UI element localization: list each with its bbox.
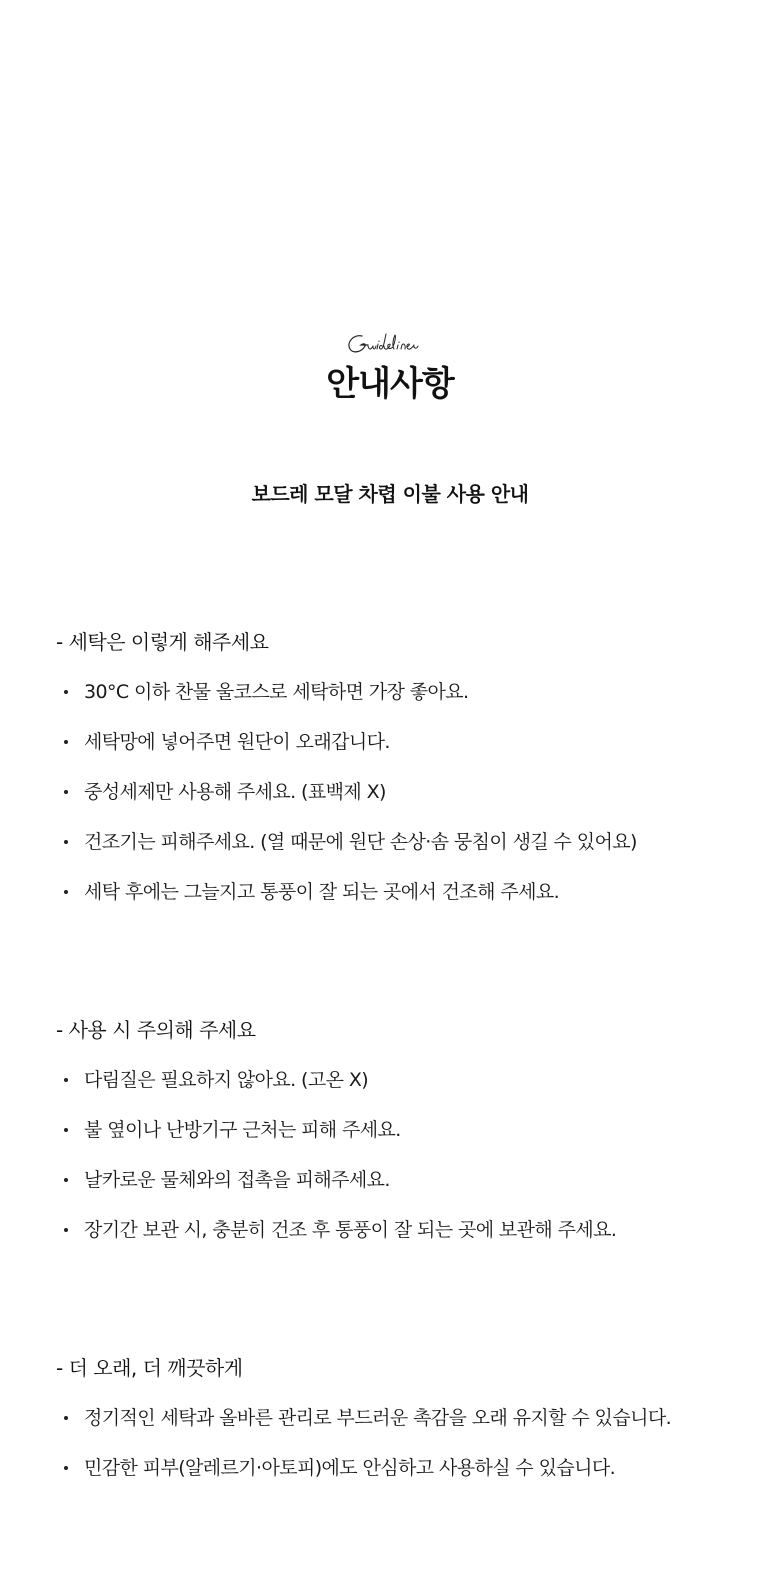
bullet-icon xyxy=(64,1178,68,1182)
list-item xyxy=(56,1064,756,1096)
bullet-icon xyxy=(64,1078,68,1082)
bullet-icon xyxy=(64,840,68,844)
list-item xyxy=(56,876,756,908)
list-item-text: 중성세제만 사용해 주세요. (표백제 X) xyxy=(84,781,386,803)
bullet-icon xyxy=(64,690,68,694)
bullet-icon xyxy=(64,1416,68,1420)
list-item xyxy=(56,1402,756,1434)
list-item-text: 불 옆이나 난방기구 근처는 피해 주세요. xyxy=(84,1119,401,1141)
section-heading: - 사용 시 주의해 주세요 xyxy=(56,1018,256,1042)
longevity-care-section xyxy=(56,1352,756,1502)
bullet-icon xyxy=(64,1128,68,1132)
list-item xyxy=(56,826,756,858)
bullet-icon xyxy=(64,790,68,794)
list-item-text: 다림질은 필요하지 않아요. (고온 X) xyxy=(84,1069,369,1091)
product-subtitle: 보드레 모달 차렵 이불 사용 안내 xyxy=(251,482,529,506)
list-item xyxy=(56,1114,756,1146)
page-title: 안내사항 xyxy=(326,364,454,404)
list-item-text: 건조기는 피해주세요. (열 때문에 원단 손상·솜 뭉침이 생길 수 있어요) xyxy=(84,831,637,853)
bullet-list xyxy=(56,676,756,908)
usage-caution-section xyxy=(56,1014,756,1264)
bullet-list xyxy=(56,1064,756,1246)
list-item-text: 정기적인 세탁과 올바른 관리로 부드러운 촉감을 오래 유지할 수 있습니다. xyxy=(84,1407,672,1429)
list-item xyxy=(56,1214,756,1246)
list-item-text: 장기간 보관 시, 충분히 건조 후 통풍이 잘 되는 곳에 보관해 주세요. xyxy=(84,1219,617,1241)
bullet-icon xyxy=(64,1466,68,1470)
washing-guide-section xyxy=(56,626,756,926)
list-item-text: 민감한 피부(알레르기·아토피)에도 안심하고 사용하실 수 있습니다. xyxy=(84,1457,616,1479)
bullet-icon xyxy=(64,890,68,894)
section-heading: - 더 오래, 더 깨끗하게 xyxy=(56,1356,243,1380)
bullet-icon xyxy=(64,740,68,744)
list-item xyxy=(56,1452,756,1484)
list-item-text: 세탁망에 넣어주면 원단이 오래갑니다. xyxy=(84,731,390,753)
list-item-text: 세탁 후에는 그늘지고 통풍이 잘 되는 곳에서 건조해 주세요. xyxy=(84,881,560,903)
section-heading: - 세탁은 이렇게 해주세요 xyxy=(56,630,269,654)
list-item xyxy=(56,676,756,708)
guidelines-script-lettering xyxy=(340,322,440,362)
list-item-text: 30°C 이하 찬물 울코스로 세탁하면 가장 좋아요. xyxy=(84,681,469,703)
list-item-text: 날카로운 물체와의 접촉을 피해주세요. xyxy=(84,1169,390,1191)
list-item xyxy=(56,776,756,808)
list-item xyxy=(56,1164,756,1196)
list-item xyxy=(56,726,756,758)
bullet-icon xyxy=(64,1228,68,1232)
bullet-list xyxy=(56,1402,756,1484)
script-guidelines-logo xyxy=(0,322,780,362)
